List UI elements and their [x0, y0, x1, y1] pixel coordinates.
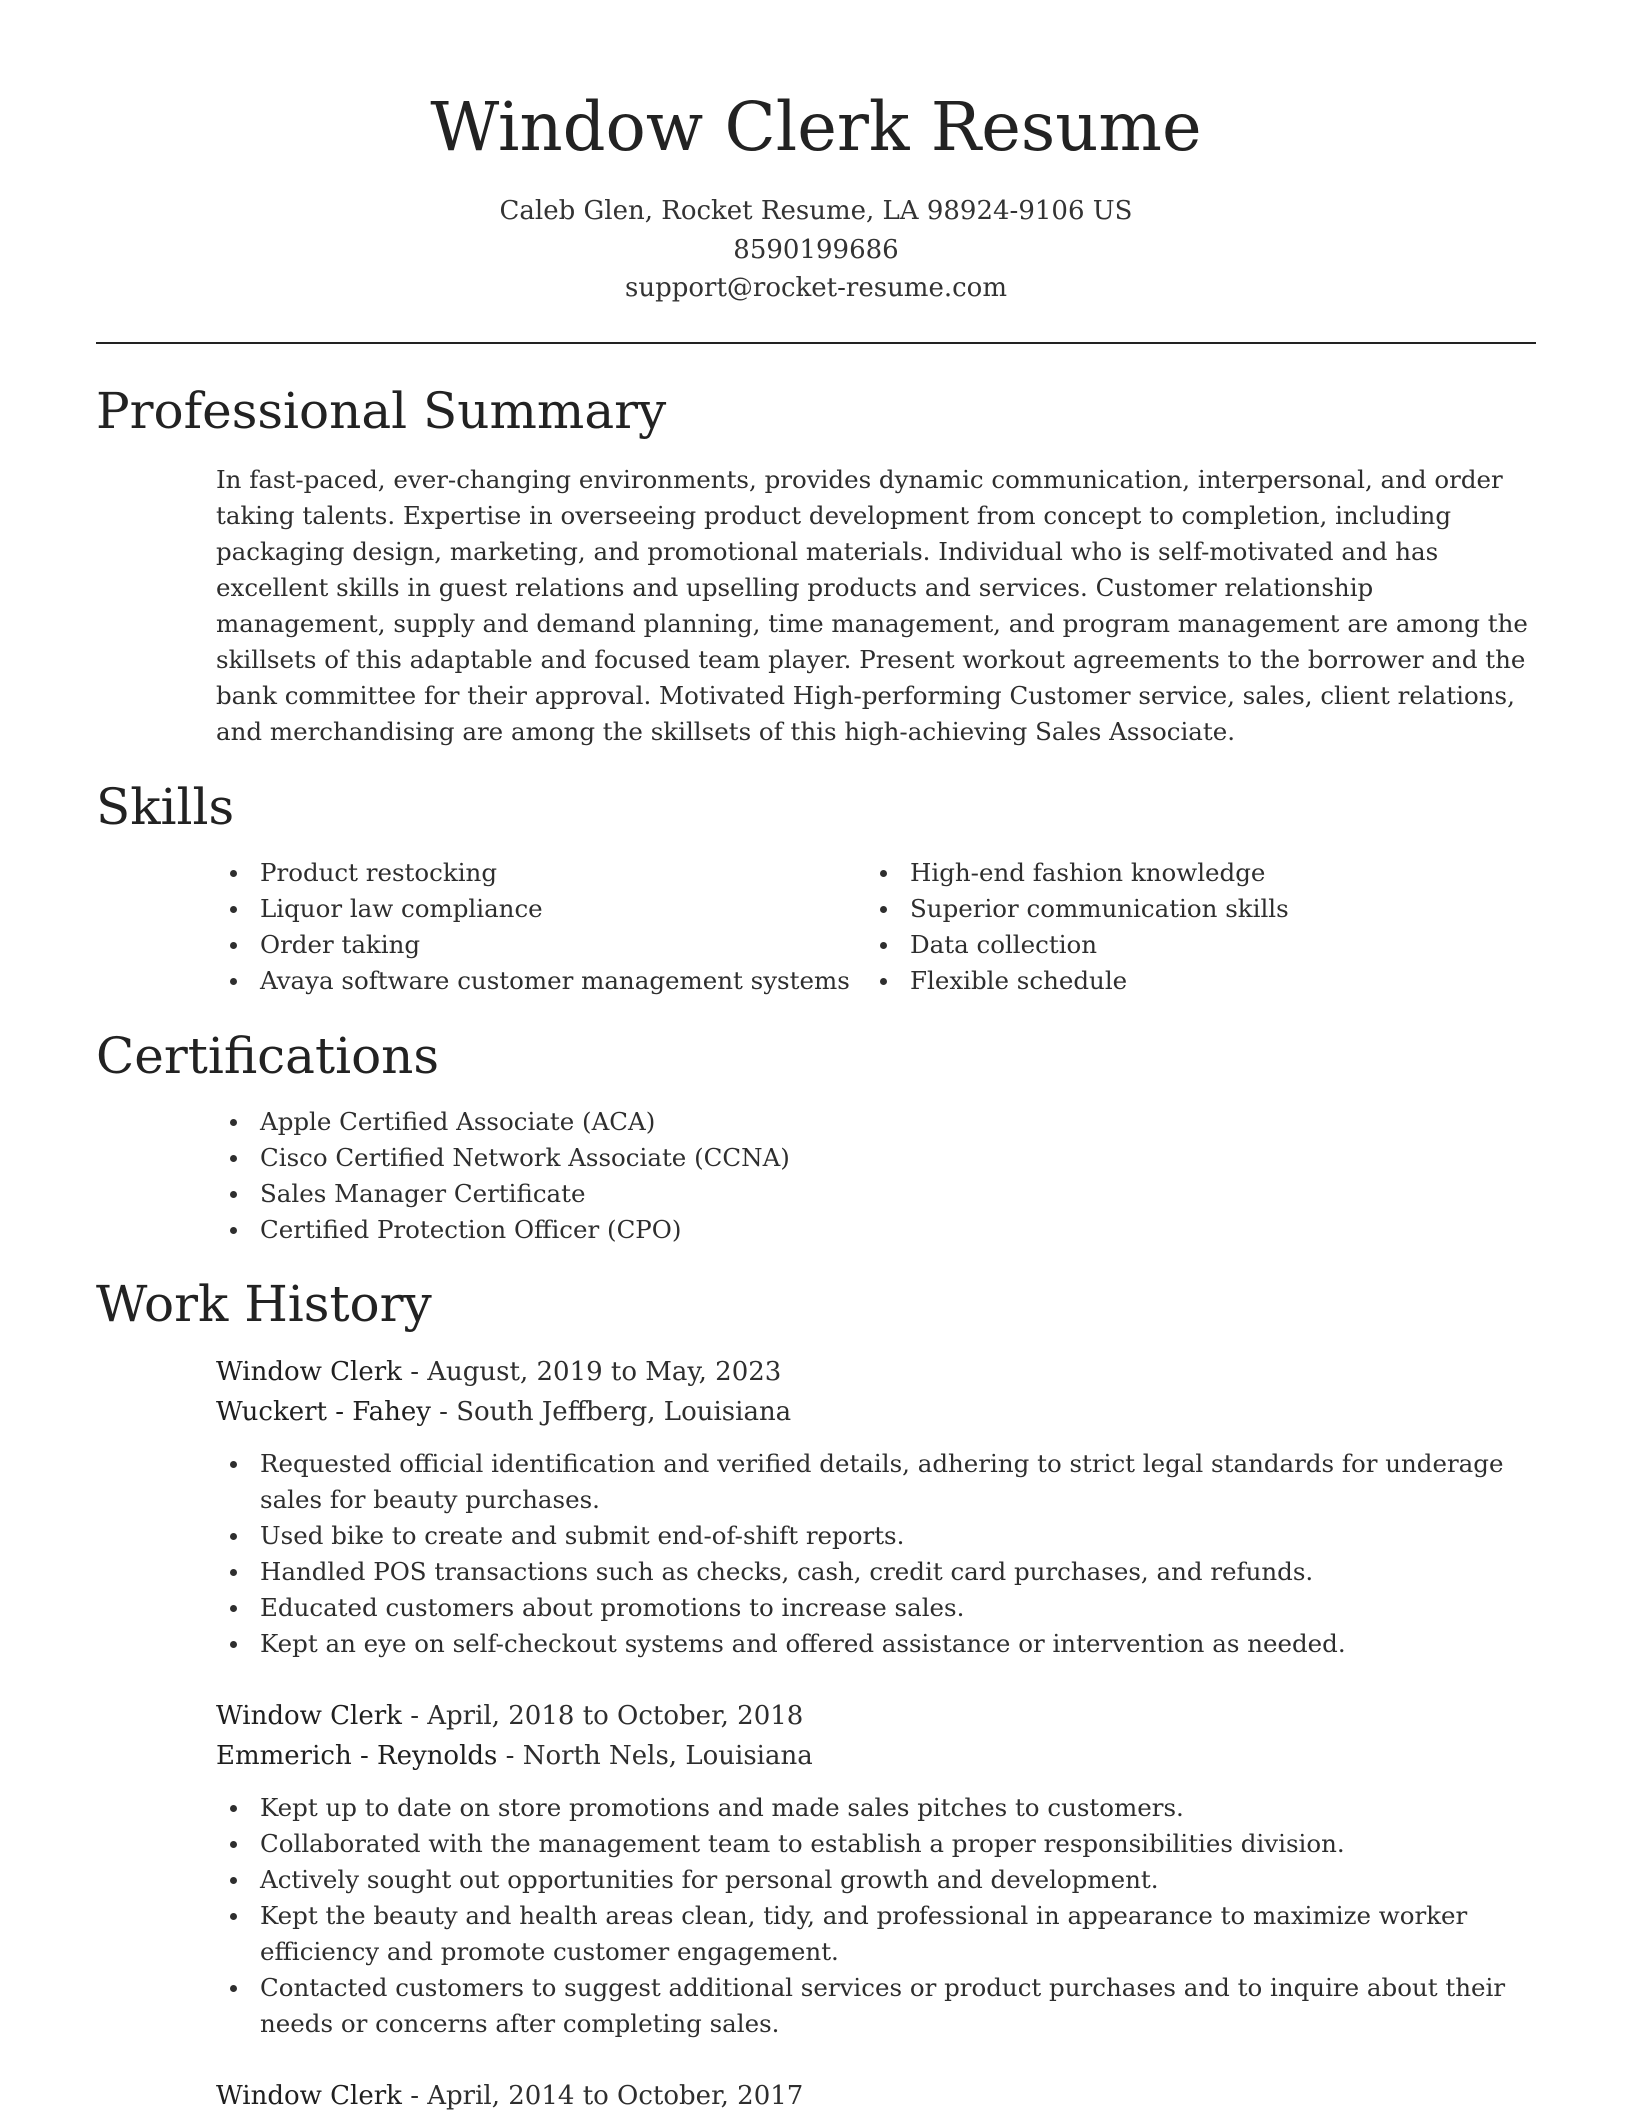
job-dates: - April, 2018 to October, 2018: [401, 1701, 804, 1731]
job-bullet: Collaborated with the management team to establish a proper responsibilities division.: [260, 1826, 1580, 1862]
contact-email: support@rocket-resume.com: [624, 273, 1007, 303]
skill-item: Data collection: [910, 927, 1530, 963]
contact-phone: 8590199686: [733, 235, 899, 265]
job-bullet: Kept an eye on self-checkout systems and offered assistance or intervention as needed.: [260, 1626, 1560, 1662]
skill-item: Order taking: [260, 927, 860, 963]
skill-item: Flexible schedule: [910, 963, 1530, 999]
job-bullet: Handled POS transactions such as checks, cash, credit card purchases, and refunds.: [260, 1554, 1560, 1590]
job-bullet: Educated customers about promotions to increase sales.: [260, 1590, 1560, 1626]
job-company-line: [216, 1736, 813, 1776]
job-location: - North Nels, Louisiana: [497, 1741, 813, 1771]
certification-item: Sales Manager Certificate: [260, 1176, 1560, 1212]
certification-item: Certified Protection Officer (CPO): [260, 1212, 1560, 1248]
job-company: Wuckert - Fahey: [216, 1397, 431, 1427]
certifications-heading: Certifications: [96, 1027, 440, 1085]
skill-item: Product restocking: [260, 855, 860, 891]
job-title-line: [216, 2076, 803, 2116]
job-bullet: Kept the beauty and health areas clean, tidy, and professional in appearance to maximize worker efficiency and promote customer engagement.: [260, 1898, 1580, 1970]
header-divider: [96, 342, 1536, 344]
work-history-heading: Work History: [96, 1275, 432, 1333]
job-title: Window Clerk: [216, 1357, 402, 1387]
certification-item: Cisco Certified Network Associate (CCNA): [260, 1140, 1560, 1176]
job-bullet: Contacted customers to suggest additional services or product purchases and to inquire about their needs or concerns after completing sales.: [260, 1970, 1580, 2042]
job-bullets: [216, 1790, 1580, 2042]
contact-address: Caleb Glen, Rocket Resume, LA 98924-9106 US: [499, 196, 1133, 226]
job-title: Window Clerk: [216, 2081, 402, 2111]
job-title-line: [216, 1352, 781, 1392]
job-bullet: Kept up to date on store promotions and made sales pitches to customers.: [260, 1790, 1580, 1826]
job-company: Emmerich - Reynolds: [216, 1741, 498, 1771]
skills-heading: Skills: [96, 778, 235, 836]
summary-text: In fast-paced, ever-changing environments, provides dynamic communication, interpersonal, and order taking talents. Expertise in overseeing product development from concept to completion, including packaging design, marketing, and promotional materials. Individual who is self-motivated and has excellent skills in guest relations and upselling products and services. Customer relationship management, supply and demand planning, time management, and program management are among the skillsets of this adaptable and focused team player. Present workout agreements to the borrower and the bank committee for their approval. Motivated High-performing Customer service, sales, client relations, and merchandising are among the skillsets of this high-achieving Sales Associate.: [216, 465, 1528, 746]
job-title-line: [216, 1696, 803, 1736]
skills-list-right: [866, 855, 1530, 999]
certification-item: Apple Certified Associate (ACA): [260, 1104, 1560, 1140]
skill-item: High-end fashion knowledge: [910, 855, 1530, 891]
certifications-list: [216, 1104, 1560, 1248]
job-dates: - August, 2019 to May, 2023: [401, 1357, 782, 1387]
job-bullet: Actively sought out opportunities for personal growth and development.: [260, 1862, 1580, 1898]
resume-title: Window Clerk Resume: [430, 88, 1202, 166]
job-company-line: [216, 1392, 791, 1432]
job-bullets: [216, 1446, 1560, 1662]
job-title: Window Clerk: [216, 1701, 402, 1731]
summary-heading: Professional Summary: [96, 382, 667, 440]
skill-item: Avaya software customer management systems: [260, 963, 860, 999]
skills-list-left: [216, 855, 860, 999]
skill-item: Superior communication skills: [910, 891, 1530, 927]
job-bullet: Requested official identification and verified details, adhering to strict legal standards for underage sales for beauty purchases.: [260, 1446, 1560, 1518]
job-bullet: Used bike to create and submit end-of-shift reports.: [260, 1518, 1560, 1554]
job-dates: - April, 2014 to October, 2017: [401, 2081, 804, 2111]
skill-item: Liquor law compliance: [260, 891, 860, 927]
job-location: - South Jeffberg, Louisiana: [430, 1397, 792, 1427]
